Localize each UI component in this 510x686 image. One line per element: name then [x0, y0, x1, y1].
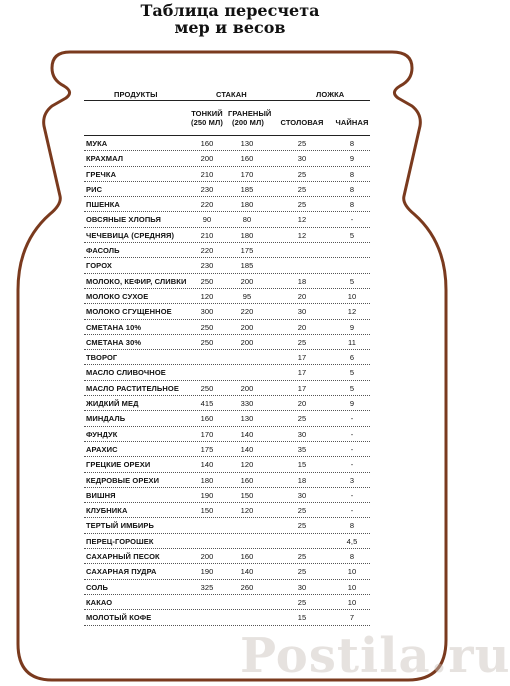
row-product-name: КЛУБНИКА	[86, 506, 128, 516]
row-product-name: СМЕТАНА 10%	[86, 322, 142, 332]
row-product-name: САХАРНЫЙ ПЕСОК	[86, 552, 160, 562]
row-table-spoon: 20	[297, 399, 307, 409]
row-tea-spoon: 8	[349, 521, 355, 531]
header-thin-glass: ТОНКИЙ (250 МЛ)	[191, 109, 223, 127]
row-table-spoon: 30	[297, 582, 307, 592]
row-thin-glass: 325	[200, 582, 214, 592]
row-faceted-glass: 200	[240, 337, 254, 347]
row-product-name: ПШЕНКА	[86, 200, 120, 210]
row-tea-spoon: 8	[349, 184, 355, 194]
row-faceted-glass: 120	[240, 460, 254, 470]
row-faceted-glass: 150	[240, 490, 254, 500]
table-row	[84, 335, 370, 350]
title-line-1: Таблица пересчета	[140, 1, 320, 20]
row-faceted-glass: 120	[240, 506, 254, 516]
row-faceted-glass: 140	[240, 567, 254, 577]
row-table-spoon: 17	[297, 368, 307, 378]
table-row	[84, 580, 370, 595]
row-table-spoon: 25	[297, 521, 307, 531]
row-thin-glass: 170	[200, 429, 214, 439]
row-faceted-glass: 140	[240, 444, 254, 454]
row-faceted-glass: 130	[240, 414, 254, 424]
table-row	[84, 488, 370, 503]
row-thin-glass: 250	[200, 322, 214, 332]
watermark-text: Postila.ru	[240, 628, 510, 684]
table-row	[84, 534, 370, 549]
table-row	[84, 396, 370, 411]
row-faceted-glass: 180	[240, 230, 254, 240]
row-thin-glass: 140	[200, 460, 214, 470]
row-product-name: ГОРОХ	[86, 261, 112, 271]
table-row	[84, 151, 370, 166]
row-thin-glass: 220	[200, 246, 214, 256]
row-faceted-glass: 200	[240, 383, 254, 393]
table-row	[84, 197, 370, 212]
header-tea-spoon: ЧАЙНАЯ	[335, 118, 369, 127]
row-thin-glass: 200	[200, 552, 214, 562]
table-row	[84, 258, 370, 273]
row-product-name: АРАХИС	[86, 444, 118, 454]
row-faceted-glass: 160	[240, 552, 254, 562]
row-faceted-glass: 170	[240, 169, 254, 179]
row-thin-glass: 250	[200, 276, 214, 286]
row-table-spoon: 17	[297, 353, 307, 363]
table-header-row	[84, 89, 370, 101]
row-tea-spoon: 10	[347, 291, 357, 301]
row-faceted-glass: 175	[240, 246, 254, 256]
row-thin-glass: 160	[200, 139, 214, 148]
row-tea-spoon: 11	[348, 337, 356, 347]
row-table-spoon: 20	[297, 322, 307, 332]
row-product-name: СОЛЬ	[86, 582, 108, 592]
row-tea-spoon: 8	[349, 200, 355, 210]
row-tea-spoon: 5	[349, 276, 355, 286]
row-product-name: ГРЕЦКИЕ ОРЕХИ	[86, 460, 151, 470]
row-product-name: КЕДРОВЫЕ ОРЕХИ	[86, 475, 160, 485]
row-faceted-glass: 185	[240, 184, 254, 194]
table-row	[84, 182, 370, 197]
row-faceted-glass: 200	[240, 276, 254, 286]
row-product-name: КАКАО	[86, 597, 113, 607]
row-table-spoon: 35	[297, 444, 307, 454]
row-product-name: МУКА	[86, 139, 108, 148]
row-tea-spoon: 10	[347, 597, 357, 607]
row-table-spoon: 30	[297, 307, 307, 317]
row-faceted-glass: 220	[240, 307, 254, 317]
row-thin-glass: 220	[200, 200, 214, 210]
row-table-spoon: 18	[297, 276, 307, 286]
table-row	[84, 136, 370, 151]
row-product-name: СМЕТАНА 30%	[86, 337, 142, 347]
row-thin-glass: 230	[200, 184, 214, 194]
row-faceted-glass: 180	[240, 200, 254, 210]
row-product-name: МИНДАЛЬ	[86, 414, 126, 424]
table-row	[84, 289, 370, 304]
row-table-spoon: 25	[297, 552, 307, 562]
row-table-spoon: 20	[297, 291, 307, 301]
row-table-spoon: 25	[297, 200, 307, 210]
row-tea-spoon: 5	[349, 230, 355, 240]
table-row	[84, 473, 370, 488]
row-thin-glass: 210	[200, 230, 214, 240]
table-row	[84, 503, 370, 518]
title-line-2: мер и весов	[174, 18, 286, 37]
row-table-spoon: 18	[297, 475, 307, 485]
row-faceted-glass: 140	[240, 429, 254, 439]
row-table-spoon: 25	[297, 169, 307, 179]
row-table-spoon: 30	[297, 154, 307, 164]
row-product-name: ВИШНЯ	[86, 490, 116, 500]
table-row	[84, 564, 370, 579]
row-thin-glass: 250	[200, 383, 214, 393]
row-thin-glass: 180	[200, 475, 214, 485]
row-thin-glass: 190	[200, 567, 214, 577]
table-body	[84, 136, 370, 626]
row-product-name: МОЛОТЫЙ КОФЕ	[86, 613, 152, 623]
row-product-name: ФУНДУК	[86, 429, 118, 439]
table-row	[84, 518, 370, 533]
row-product-name: МОЛОКО СГУЩЕННОЕ	[86, 307, 172, 317]
row-product-name: МОЛОКО, КЕФИР, СЛИВКИ	[86, 276, 187, 286]
row-thin-glass: 250	[200, 337, 214, 347]
row-product-name: МАСЛО СЛИВОЧНОЕ	[86, 368, 166, 378]
row-product-name: ГРЕЧКА	[86, 169, 117, 179]
row-thin-glass: 150	[200, 506, 214, 516]
table-row	[84, 228, 370, 243]
row-table-spoon: 25	[297, 139, 307, 148]
row-thin-glass: 120	[200, 291, 214, 301]
row-product-name: МОЛОКО СУХОЕ	[86, 291, 149, 301]
row-faceted-glass: 130	[240, 139, 254, 148]
row-tea-spoon: 4,5	[346, 536, 358, 546]
row-tea-spoon: 10	[347, 567, 357, 577]
row-tea-spoon: 6	[349, 353, 355, 363]
row-table-spoon: 30	[297, 429, 307, 439]
row-faceted-glass: 160	[240, 154, 254, 164]
row-tea-spoon: -	[350, 414, 354, 424]
row-table-spoon: 25	[297, 567, 307, 577]
header-table-spoon: СТОЛОВАЯ	[280, 118, 324, 127]
row-faceted-glass: 185	[240, 261, 254, 271]
row-tea-spoon: 8	[349, 169, 355, 179]
table-row	[84, 411, 370, 426]
table-row	[84, 243, 370, 258]
table-row	[84, 167, 370, 182]
row-thin-glass: 210	[200, 169, 214, 179]
row-tea-spoon: -	[350, 490, 354, 500]
row-faceted-glass: 330	[240, 399, 254, 409]
row-faceted-glass: 80	[242, 215, 252, 225]
row-table-spoon: 15	[297, 613, 307, 623]
table-row	[84, 457, 370, 472]
table-row	[84, 610, 370, 625]
conversion-table	[84, 89, 370, 626]
row-product-name: РИС	[86, 184, 103, 194]
row-tea-spoon: 5	[349, 383, 355, 393]
row-tea-spoon: 3	[349, 475, 355, 485]
table-row	[84, 350, 370, 365]
table-row	[84, 442, 370, 457]
header-glass: СТАКАН	[216, 90, 247, 99]
row-tea-spoon: 9	[349, 322, 355, 332]
row-table-spoon: 25	[297, 184, 307, 194]
row-faceted-glass: 200	[240, 322, 254, 332]
row-table-spoon: 12	[297, 230, 307, 240]
row-table-spoon: 15	[297, 460, 307, 470]
row-table-spoon: 25	[297, 337, 307, 347]
row-thin-glass: 190	[200, 490, 214, 500]
row-product-name: МАСЛО РАСТИТЕЛЬНОЕ	[86, 383, 179, 393]
table-row	[84, 365, 370, 380]
row-tea-spoon: -	[350, 429, 354, 439]
row-faceted-glass: 260	[240, 582, 254, 592]
row-table-spoon: 12	[297, 215, 307, 225]
row-thin-glass: 415	[200, 399, 214, 409]
row-product-name: ПЕРЕЦ-ГОРОШЕК	[86, 536, 154, 546]
row-tea-spoon: -	[350, 444, 354, 454]
row-product-name: ТВОРОГ	[86, 353, 118, 363]
table-row	[84, 381, 370, 396]
table-row	[84, 304, 370, 319]
row-product-name: ТЕРТЫЙ ИМБИРЬ	[86, 521, 154, 531]
table-row	[84, 320, 370, 335]
row-table-spoon: 25	[297, 506, 307, 516]
row-tea-spoon: 8	[349, 552, 355, 562]
header-products: ПРОДУКТЫ	[114, 90, 158, 99]
row-tea-spoon: -	[350, 506, 354, 516]
row-product-name: ЧЕЧЕВИЦА (СРЕДНЯЯ)	[86, 230, 175, 240]
table-row	[84, 427, 370, 442]
row-tea-spoon: 7	[349, 613, 355, 623]
row-table-spoon: 30	[297, 490, 307, 500]
row-tea-spoon: 5	[349, 368, 355, 378]
row-table-spoon: 25	[297, 414, 307, 424]
row-thin-glass: 200	[200, 154, 214, 164]
row-table-spoon: 17	[297, 383, 307, 393]
header-faceted-glass: ГРАНЕНЫЙ (200 МЛ)	[228, 109, 272, 127]
row-product-name: ЖИДКИЙ МЕД	[86, 399, 139, 409]
row-product-name: КРАХМАЛ	[86, 154, 124, 164]
table-row	[84, 549, 370, 564]
row-tea-spoon: 10	[347, 582, 357, 592]
row-thin-glass: 175	[200, 444, 214, 454]
row-product-name: САХАРНАЯ ПУДРА	[86, 567, 157, 577]
row-thin-glass: 90	[202, 215, 212, 225]
row-thin-glass: 160	[200, 414, 214, 424]
row-table-spoon: 25	[297, 597, 307, 607]
header-spoon: ЛОЖКА	[316, 90, 345, 99]
table-subheader-row	[84, 101, 370, 136]
row-product-name: ОВСЯНЫЕ ХЛОПЬЯ	[86, 215, 162, 225]
row-tea-spoon: 12	[347, 307, 357, 317]
row-tea-spoon: 9	[349, 154, 355, 164]
row-thin-glass: 230	[200, 261, 214, 271]
table-row	[84, 212, 370, 227]
row-tea-spoon: -	[350, 460, 354, 470]
row-product-name: ФАСОЛЬ	[86, 246, 120, 256]
row-tea-spoon: 9	[349, 399, 355, 409]
row-tea-spoon: -	[350, 215, 354, 225]
row-faceted-glass: 95	[242, 291, 252, 301]
table-row	[84, 274, 370, 289]
row-tea-spoon: 8	[349, 139, 355, 148]
table-row	[84, 595, 370, 610]
row-faceted-glass: 160	[240, 475, 254, 485]
row-thin-glass: 300	[200, 307, 214, 317]
